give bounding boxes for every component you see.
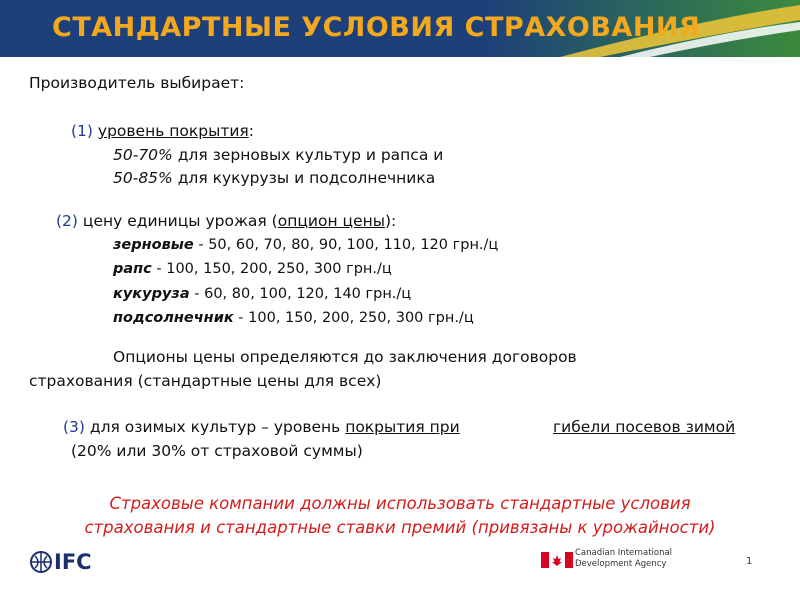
- section1-title: уровень покрытия: [97, 122, 249, 140]
- crop-name: рапс: [113, 261, 152, 277]
- cida-line2: Development Agency: [575, 559, 667, 569]
- section2-note-line2: страхования (стандартные цены для всех): [29, 372, 382, 390]
- crop-name: зерновые: [113, 237, 194, 253]
- section3-text-pre: для озимых культур – уровень: [84, 418, 346, 436]
- page-number: 1: [746, 556, 753, 567]
- section2-number: (2): [56, 212, 78, 230]
- section2-note-line1: Опционы цены определяются до заключения договоров: [113, 348, 577, 366]
- conclusion-line1: Страховые компании должны использовать стандартные условия: [109, 494, 691, 513]
- section3-line1: [63, 417, 460, 437]
- section1-line1-percent: 50-70%: [113, 146, 173, 164]
- crop-name: подсолнечник: [113, 310, 234, 326]
- intro-text: Производитель выбирает:: [29, 74, 245, 92]
- section1-line1-text: для зерновых культур и рапса и: [172, 146, 444, 164]
- section1-line2: [113, 168, 435, 188]
- section3-number: (3): [63, 418, 85, 436]
- crop-name: кукуруза: [113, 286, 190, 302]
- section2-title-option: опцион цены: [277, 212, 385, 230]
- page-title: СТАНДАРТНЫЕ УСЛОВИЯ СТРАХОВАНИЯ: [52, 12, 701, 43]
- section1-line1: [113, 145, 443, 165]
- section1-number: (1): [71, 122, 93, 140]
- section3-line1-continuation: [553, 417, 735, 437]
- section3-text-underlined-2: гибели посевов зимой: [553, 418, 736, 436]
- section3-text-underlined-1: покрытия при: [345, 418, 460, 436]
- crop-row-grain: [113, 235, 498, 255]
- section2-title-post: ):: [384, 212, 397, 230]
- crop-values: - 60, 80, 100, 120, 140 грн./ц: [189, 286, 412, 302]
- crop-row-rapeseed: [113, 259, 392, 279]
- cida-label: [575, 548, 672, 570]
- section2-heading: [56, 211, 396, 231]
- crop-values: - 100, 150, 200, 250, 300 грн./ц: [233, 310, 474, 326]
- cida-line1: Canadian International: [575, 548, 673, 558]
- section1-line2-percent: 50-85%: [113, 169, 173, 187]
- header-banner: [0, 0, 800, 63]
- section1-line2-text: для кукурузы и подсолнечника: [172, 169, 436, 187]
- section3-line2: (20% или 30% от страховой суммы): [71, 442, 363, 460]
- section2-title-pre: цену единицы урожая (: [77, 212, 278, 230]
- crop-row-sunflower: [113, 308, 474, 328]
- crop-row-corn: [113, 284, 411, 304]
- conclusion-line2: страхования и стандартные ставки премий (привязаны к урожайности): [84, 518, 716, 537]
- ifc-logo: IFC: [54, 550, 92, 574]
- crop-values: - 100, 150, 200, 250, 300 грн./ц: [151, 261, 392, 277]
- section1-heading: [71, 121, 254, 141]
- section1-colon: :: [248, 122, 254, 140]
- crop-values: - 50, 60, 70, 80, 90, 100, 110, 120 грн./ц: [193, 237, 499, 253]
- world-bank-globe-icon: [30, 551, 52, 573]
